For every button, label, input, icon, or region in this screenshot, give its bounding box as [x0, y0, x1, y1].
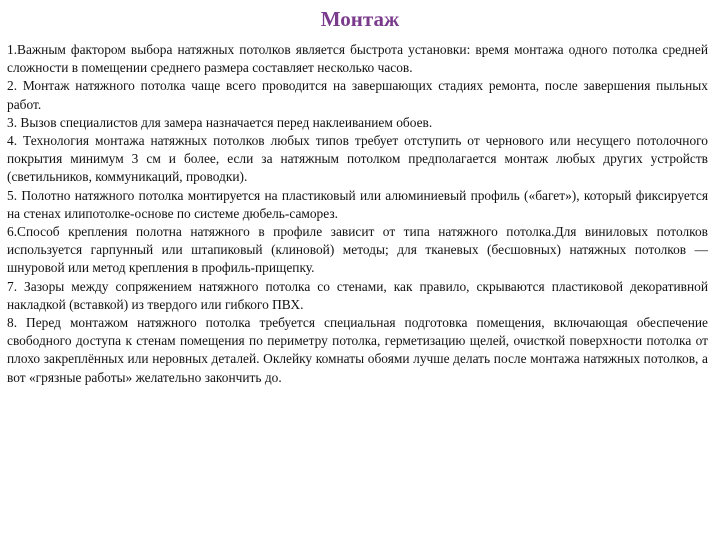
paragraph-8: 8. Перед монтажом натяжного потолка требуется специальная подготовка помещения, включающая обеспечение свободного доступа к стенам помещения по периметру потолка, герметизацию щелей, очисткой поверхности потолка от плохо закреплённых или неровных деталей. Оклейку комнаты обоями лучше делать после монтажа натяжных потолков, а вот «грязные работы» желательно закончить до. — [7, 315, 708, 385]
paragraph-5: 5. Полотно натяжного потолка монтируется на пластиковый или алюминиевый профиль («багет»), который фиксируется на стенах илипотолке-основе по системе дюбель-саморез. — [7, 187, 708, 221]
paragraph-4: 4. Технология монтажа натяжных потолков любых типов требует отступить от чернового или несущего потолочного покрытия минимум 3 см и более, если за натяжным потолком предполагается монтаж любых других устройств (светильников, коммуникаций, проводки). — [7, 133, 708, 185]
paragraph-7: 7. Зазоры между сопряжением натяжного потолка со стенами, как правило, скрываются пластиковой декоративной накладкой (вставкой) из твердого или гибкого ПВХ. — [7, 278, 708, 312]
paragraph-6: 6.Способ крепления полотна натяжного в профиле зависит от типа натяжного потолка.Для виниловых потолков используется гарпунный или штапиковый (клиновой) методы; для тканевых (бесшовных) натяжных потолков — шнуровой или метод крепления в профиль-прищепку. — [7, 224, 708, 276]
slide-title: Монтаж — [320, 7, 400, 31]
paragraph-2: 2. Монтаж натяжного потолка чаще всего проводится на завершающих стадиях ремонта, после завершения пыльных работ. — [7, 78, 708, 112]
slide-body — [7, 41, 708, 387]
paragraph-1: 1.Важным фактором выбора натяжных потолков является быстрота установки: время монтажа одного потолка средней сложности в помещении среднего размера составляет несколько часов. — [7, 42, 708, 76]
paragraph-3: 3. Вызов специалистов для замера назначается перед наклеиванием обоев. — [7, 114, 433, 130]
